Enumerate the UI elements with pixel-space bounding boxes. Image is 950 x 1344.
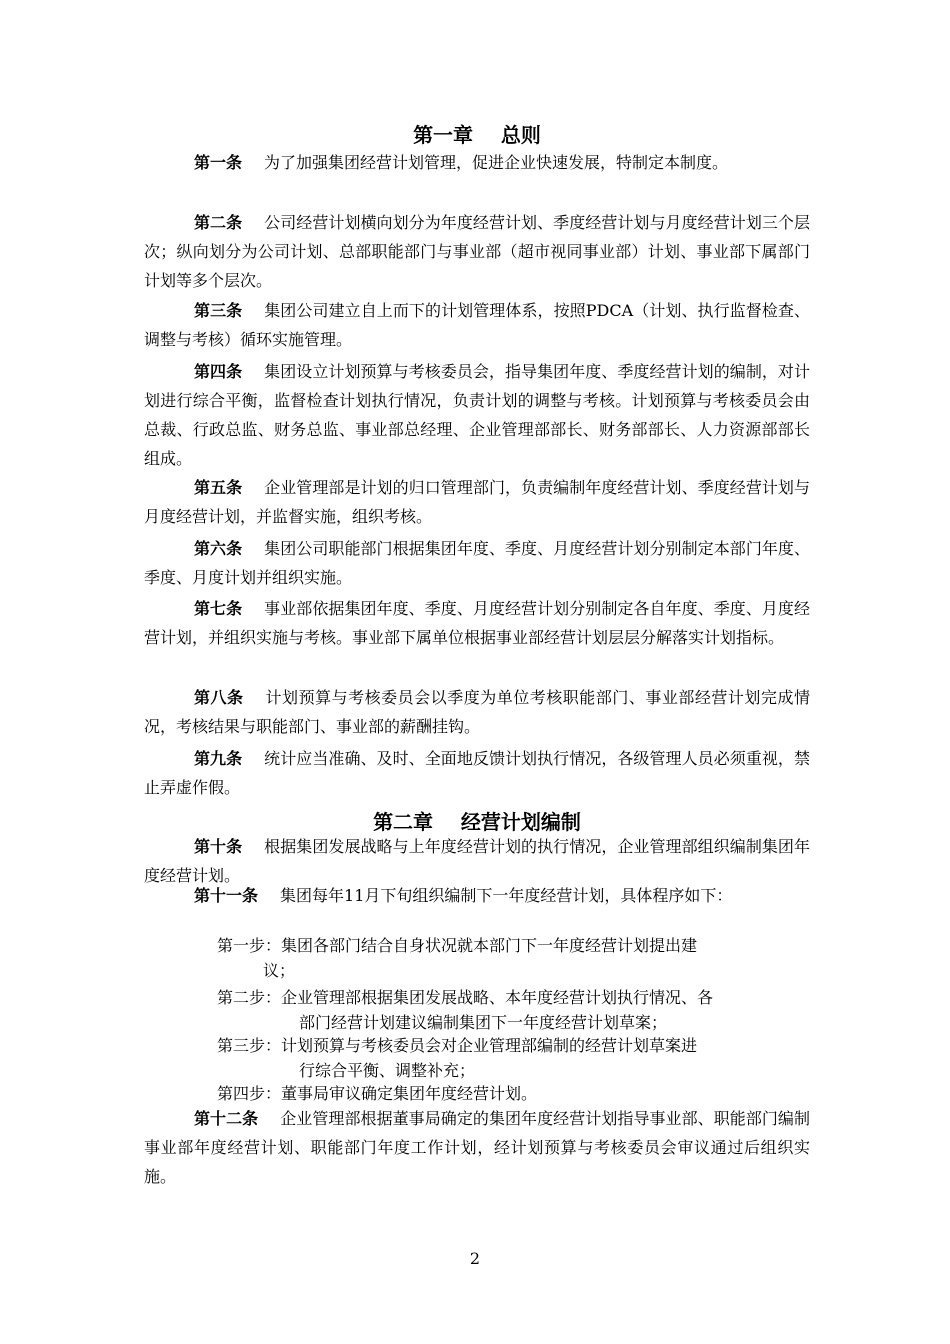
- article-number: 第十一条: [194, 886, 259, 905]
- article-number: 第五条: [194, 478, 243, 497]
- article-number: 第十二条: [194, 1109, 259, 1128]
- article-6: [144, 534, 810, 592]
- article-text: 为了加强集团经营计划管理，促进企业快速发展，特制定本制度。: [264, 153, 729, 172]
- article-12: [144, 1104, 810, 1191]
- article-text: 计划预算与考核委员会以季度为单位考核职能部门、事业部经营计划完成情况，考核结果与职能部门、事业部的薪酬挂钩。: [144, 688, 810, 736]
- article-text: 统计应当准确、及时、全面地反馈计划执行情况，各级管理人员必须重视，禁止弄虚作假。: [144, 749, 810, 797]
- article-number: 第三条: [194, 301, 243, 320]
- article-text: 集团每年11月下旬组织编制下一年度经营计划，具体程序如下：: [280, 886, 733, 905]
- article-number: 第八条: [194, 688, 244, 707]
- article-text: 企业管理部是计划的归口管理部门，负责编制年度经营计划、季度经营计划与月度经营计划，并监督实施，组织考核。: [144, 478, 810, 526]
- article-9: [144, 744, 810, 802]
- article-number: 第十条: [194, 837, 243, 856]
- article-text: 根据集团发展战略与上年度经营计划的执行情况，企业管理部组织编制集团年度经营计划。: [144, 837, 810, 885]
- step-text: 企业管理部根据集团发展战略、本年度经营计划执行情况、各: [281, 988, 714, 1007]
- step-text: 董事局审议确定集团年度经营计划。: [281, 1084, 538, 1103]
- step-text-continued: 议；: [263, 961, 296, 980]
- article-4: [144, 357, 810, 473]
- page-number: 2: [469, 1249, 481, 1268]
- article-3: [144, 296, 810, 354]
- step-text: 计划预算与考核委员会对企业管理部编制的经营计划草案进: [281, 1036, 698, 1055]
- article-11: [144, 881, 810, 910]
- chapter-title: 第一章 总则: [413, 123, 541, 147]
- article-1: [144, 148, 810, 177]
- article-number: 第一条: [194, 153, 243, 172]
- procedure-step-1: [217, 933, 807, 983]
- step-label: 第四步：: [217, 1084, 282, 1103]
- procedure-step-2: [217, 985, 807, 1035]
- step-text-continued: 部门经营计划建议编制集团下一年度经营计划草案；: [299, 1013, 668, 1032]
- article-text: 集团设立计划预算与考核委员会，指导集团年度、季度经营计划的编制，对计划进行综合平衡，监督检查计划执行情况，负责计划的调整与考核。计划预算与考核委员会由总裁、行政总监、财务总监、事业部总经理、企业管理部部长、财务部部长、人力资源部部长组成。: [144, 362, 810, 468]
- article-text: 公司经营计划横向划分为年度经营计划、季度经营计划与月度经营计划三个层次；纵向划分为公司计划、总部职能部门与事业部（超市视同事业部）计划、事业部下属部门计划等多个层次。: [144, 213, 810, 290]
- procedure-step-3: [217, 1033, 807, 1083]
- article-number: 第七条: [194, 599, 243, 618]
- article-text: 事业部依据集团年度、季度、月度经营计划分别制定各自年度、季度、月度经营计划，并组织实施与考核。事业部下属单位根据事业部经营计划层层分解落实计划指标。: [144, 599, 810, 647]
- article-text: 集团公司建立自上而下的计划管理体系，按照PDCA（计划、执行监督检查、调整与考核）循环实施管理。: [144, 301, 810, 349]
- chapter-title: 第二章 经营计划编制: [373, 810, 581, 834]
- article-text: 企业管理部根据董事局确定的集团年度经营计划指导事业部、职能部门编制事业部年度经营计划、职能部门年度工作计划，经计划预算与考核委员会审议通过后组织实施。: [144, 1109, 810, 1186]
- article-number: 第二条: [194, 213, 243, 232]
- article-2: [144, 208, 810, 295]
- step-label: 第二步：: [217, 988, 282, 1007]
- step-label: 第一步：: [217, 936, 282, 955]
- article-8: [144, 683, 810, 741]
- article-text: 集团公司职能部门根据集团年度、季度、月度经营计划分别制定本部门年度、季度、月度计划并组织实施。: [144, 539, 810, 587]
- article-5: [144, 473, 810, 531]
- article-number: 第四条: [194, 362, 243, 381]
- procedure-step-4: [217, 1081, 807, 1106]
- article-number: 第九条: [194, 749, 243, 768]
- step-text-continued: 行综合平衡、调整补充；: [299, 1061, 476, 1080]
- article-7: [144, 594, 810, 652]
- step-label: 第三步：: [217, 1036, 282, 1055]
- step-text: 集团各部门结合自身状况就本部门下一年度经营计划提出建: [281, 936, 698, 955]
- article-number: 第六条: [194, 539, 243, 558]
